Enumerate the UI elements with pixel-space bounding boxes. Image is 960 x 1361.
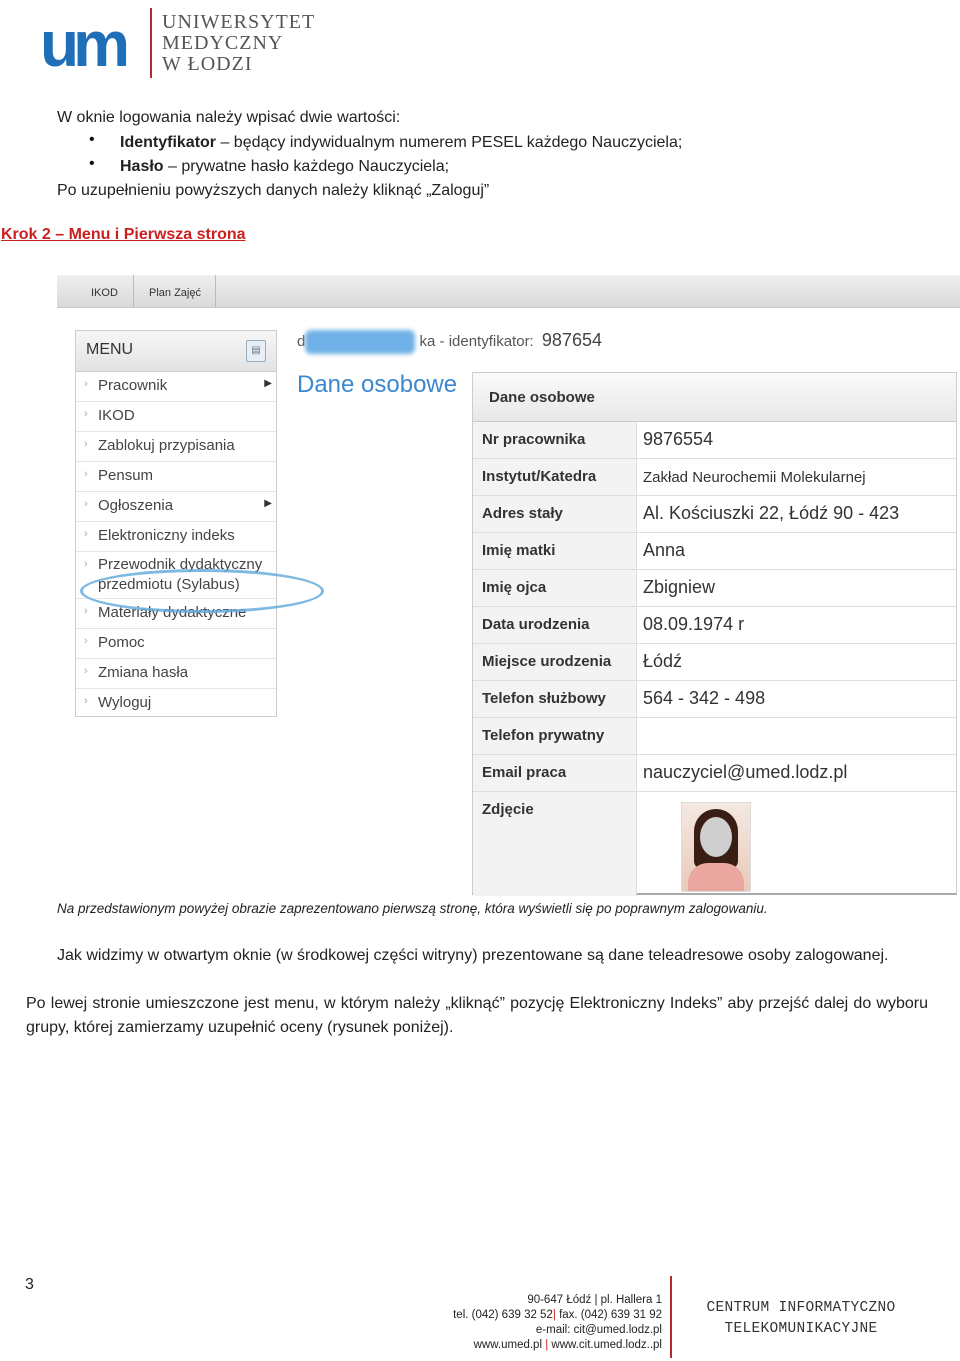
row-value: 08.09.1974 r xyxy=(643,614,745,634)
chevron-right-icon: › xyxy=(84,498,88,510)
notes-icon[interactable]: ▤ xyxy=(246,340,266,362)
intro-line: W oknie logowania należy wpisać dwie wartości: xyxy=(57,109,401,126)
tab-divider xyxy=(133,275,134,307)
paragraph-2: Po lewej stronie umieszczone jest menu, w którym należy „kliknąć” pozycję Elektroniczny Indeks” aby przejść dalej do wyboru grupy, której zamierzamy uzupełnić oceny (rysunek poniżej). xyxy=(26,995,928,1036)
table-row xyxy=(473,681,956,718)
table-row xyxy=(473,459,956,496)
table-title: Dane osobowe xyxy=(489,389,595,406)
profile-photo xyxy=(681,802,751,892)
footer-www1[interactable]: www.umed.pl xyxy=(473,1339,543,1351)
menu-item-label: Ogłoszenia xyxy=(98,497,174,514)
menu-item-ogloszenia[interactable] xyxy=(76,492,276,522)
footer-center-name xyxy=(690,1298,912,1340)
row-key: Telefon służbowy xyxy=(482,690,606,707)
bullet-bold: Identyfikator xyxy=(120,134,217,151)
tab-ikod[interactable]: IKOD xyxy=(91,287,118,299)
row-value: Al. Kościuszki 22, Łódź 90 - 423 xyxy=(643,503,900,523)
chevron-right-icon: › xyxy=(84,558,88,570)
row-key: Zdjęcie xyxy=(482,801,534,818)
menu-item-ikod[interactable] xyxy=(76,402,276,432)
user-suffix: ka - identyfikator: xyxy=(419,333,534,350)
page-number: 3 xyxy=(25,1276,34,1293)
chevron-right-icon: › xyxy=(84,635,88,647)
bullet-dot: • xyxy=(89,131,95,148)
intro-after: Po uzupełnieniu powyższych danych należy kliknąć „Zaloguj” xyxy=(57,182,490,199)
row-key: Adres stały xyxy=(482,505,563,522)
table-row xyxy=(473,570,956,607)
row-key: Imię ojca xyxy=(482,579,547,596)
row-key: Instytut/Katedra xyxy=(482,468,597,485)
bullet-item-identyfikator xyxy=(120,131,682,155)
row-key: Nr pracownika xyxy=(482,431,586,448)
figure-caption: Na przedstawionym powyżej obrazie zaprezentowano pierwszą stronę, która wyświetli się po poprawnym zalogowaniu. xyxy=(57,901,768,916)
side-menu xyxy=(75,330,277,717)
table-row xyxy=(473,644,956,681)
paragraph-1: Jak widzimy w otwartym oknie (w środkowej części witryny) prezentowane są dane teleadresowe osoby zalogowanej. xyxy=(57,947,889,964)
chevron-right-icon: › xyxy=(84,408,88,420)
menu-item-label: Materiały dydaktyczne xyxy=(98,604,247,621)
highlight-oval xyxy=(80,569,324,613)
row-value: nauczyciel@umed.lodz.pl xyxy=(643,762,848,782)
table-row xyxy=(473,607,956,644)
chevron-right-icon: › xyxy=(84,378,88,390)
menu-item-label: Pensum xyxy=(98,467,154,484)
table-row xyxy=(473,496,956,533)
footer-divider xyxy=(670,1276,672,1358)
menu-title: MENU xyxy=(86,341,134,358)
menu-item-label: Pomoc xyxy=(98,634,145,651)
logo-divider xyxy=(150,8,152,78)
bullet-text: – prywatne hasło każdego Nauczyciela; xyxy=(163,158,450,175)
menu-item-label: Pracownik xyxy=(98,377,168,394)
menu-item-label: Elektroniczny indeks xyxy=(98,527,235,544)
menu-item-label: Przewodnik dydaktyczny przedmiotu (Sylabus) xyxy=(98,556,263,593)
bullet-item-haslo xyxy=(120,155,449,179)
row-value: 9876554 xyxy=(643,429,714,449)
menu-item-label: IKOD xyxy=(98,407,135,424)
menu-item-zablokuj-przypisania[interactable] xyxy=(76,432,276,462)
table-row xyxy=(473,718,956,755)
menu-item-label: Zablokuj przypisania xyxy=(98,437,235,454)
menu-item-pracownik[interactable] xyxy=(76,372,276,402)
menu-item-zmiana-hasla[interactable] xyxy=(76,659,276,689)
bullet-text: – będący indywidualnym numerem PESEL każdego Nauczyciela; xyxy=(216,134,683,151)
chevron-right-icon: › xyxy=(84,695,88,707)
menu-item-label: Zmiana hasła xyxy=(98,664,189,681)
submenu-arrow-icon: ▶ xyxy=(264,378,272,389)
row-key: Email praca xyxy=(482,764,567,781)
menu-item-pomoc[interactable] xyxy=(76,629,276,659)
table-row xyxy=(473,755,956,792)
row-value: Anna xyxy=(643,540,686,560)
user-id: 987654 xyxy=(541,330,602,350)
footer-email: e-mail: cit@umed.lodz.pl xyxy=(535,1324,662,1336)
tab-divider xyxy=(215,275,216,307)
table-row xyxy=(473,422,956,459)
row-key: Data urodzenia xyxy=(482,616,590,633)
footer-phones: tel. (042) 639 32 52| fax. (042) 639 31 92 xyxy=(453,1309,662,1321)
row-value: Zakład Neurochemii Molekularnej xyxy=(643,469,866,486)
blurred-name xyxy=(305,330,415,354)
submenu-arrow-icon: ▶ xyxy=(264,498,272,509)
row-key: Miejsce urodzenia xyxy=(482,653,612,670)
footer-contact xyxy=(440,1293,662,1353)
menu-item-label: Wyloguj xyxy=(98,694,152,711)
menu-item-elektroniczny-indeks[interactable] xyxy=(76,522,276,552)
bullet-dot: • xyxy=(89,155,95,172)
chevron-right-icon: › xyxy=(84,665,88,677)
logo-line-3: W ŁODZI xyxy=(162,53,253,75)
user-prefix: d xyxy=(297,333,306,350)
row-value: Łódź xyxy=(643,651,683,671)
page-title: Dane osobowe xyxy=(297,371,458,398)
app-screenshot xyxy=(57,275,960,900)
chevron-right-icon: › xyxy=(84,528,88,540)
footer-tel: tel. (042) 639 32 52 xyxy=(453,1309,553,1321)
tab-plan-zajec[interactable]: Plan Zajęć xyxy=(149,287,201,299)
footer-address: 90-647 Łódź | pl. Hallera 1 xyxy=(527,1294,662,1306)
logo-line-1: UNIWERSYTET xyxy=(162,11,316,33)
table-row xyxy=(473,533,956,570)
chevron-right-icon: › xyxy=(84,605,88,617)
row-key: Telefon prywatny xyxy=(482,727,605,744)
logo-line-2: MEDYCZNY xyxy=(162,32,284,54)
chevron-right-icon: › xyxy=(84,468,88,480)
menu-item-wyloguj[interactable] xyxy=(76,689,276,718)
chevron-right-icon: › xyxy=(84,438,88,450)
footer-www: www.umed.pl | www.cit.umed.lodz..pl xyxy=(473,1339,662,1351)
step-heading: Krok 2 – Menu i Pierwsza strona xyxy=(1,226,246,243)
footer-fax: fax. (042) 639 31 92 xyxy=(559,1309,662,1321)
row-key: Imię matki xyxy=(482,542,556,559)
menu-header xyxy=(76,331,276,372)
university-logo xyxy=(40,8,320,78)
footer-www2[interactable]: www.cit.umed.lodz..pl xyxy=(551,1339,662,1351)
personal-data-table xyxy=(472,372,957,895)
center-line-1: CENTRUM INFORMATYCZNO xyxy=(706,1300,896,1316)
table-header xyxy=(473,373,956,422)
logo-name xyxy=(162,12,315,75)
row-value: Zbigniew xyxy=(643,577,716,597)
bullet-bold: Hasło xyxy=(120,158,164,175)
center-line-2: TELEKOMUNIKACYJNE xyxy=(724,1321,878,1337)
row-value: 564 - 342 - 498 xyxy=(643,688,766,708)
top-nav-bar xyxy=(57,275,960,308)
menu-item-pensum[interactable] xyxy=(76,462,276,492)
logged-user xyxy=(297,330,602,354)
table-row-photo xyxy=(473,792,956,896)
logo-mark: um xyxy=(40,8,124,80)
